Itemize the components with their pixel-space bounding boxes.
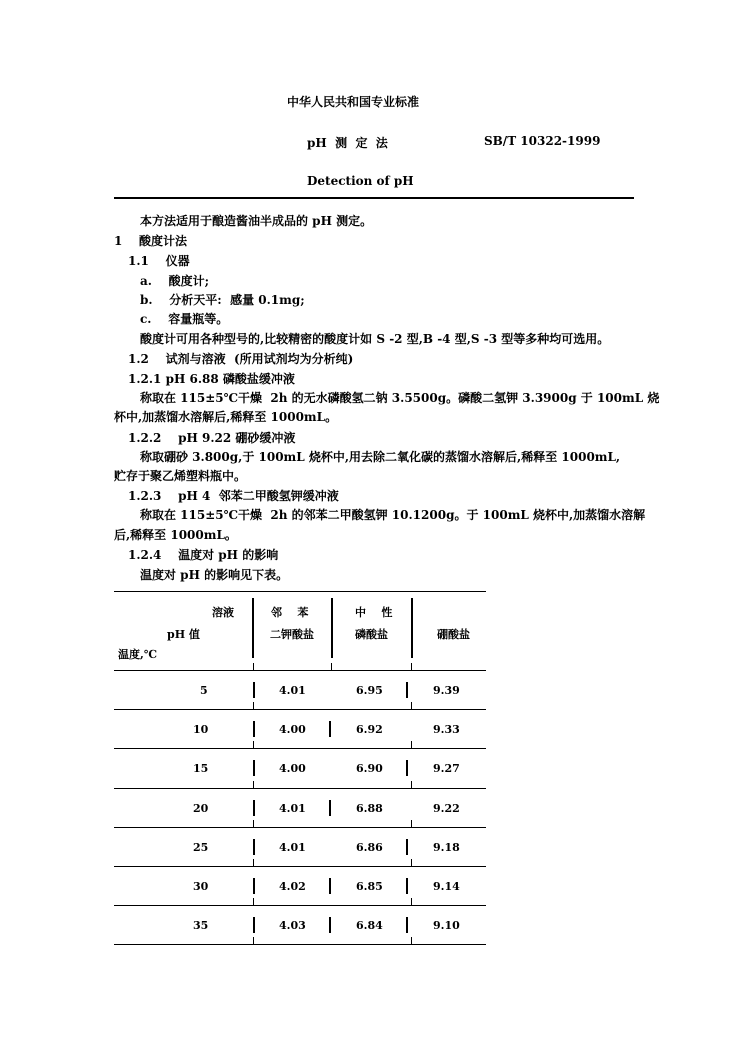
row-divider	[253, 760, 255, 776]
table-cell-value: 4.01	[279, 802, 306, 815]
section-1-2-1-text-line-1: 称取在 115±5℃干燥 2h 的无水磷酸氢二钠 3.5500g。磷酸二氢钾 3.3900g 于 100mL 烧	[140, 391, 660, 405]
table-cell-value: 9.10	[433, 919, 460, 932]
table-cell-value: 6.84	[356, 919, 383, 932]
table-cell-value: 6.95	[356, 684, 383, 697]
section-1-2-heading: 1.2 试剂与溶液 (所用试剂均为分析纯)	[128, 352, 354, 366]
header-solution-label: 溶液	[212, 606, 234, 619]
instrument-item-a: a. 酸度计;	[140, 274, 210, 288]
row-divider	[253, 839, 255, 855]
section-1-2-4-heading: 1.2.4 温度对 pH 的影响	[128, 548, 279, 562]
header-divider	[331, 598, 333, 658]
row-divider	[253, 878, 255, 894]
rule-tick	[253, 741, 254, 749]
table-cell-temp: 35	[193, 919, 209, 932]
row-divider	[329, 917, 331, 933]
rule-tick	[411, 702, 412, 710]
document-title: pH 测 定 法	[307, 136, 388, 150]
rule-tick	[411, 937, 412, 945]
header-ph-label: pH 值	[167, 628, 200, 641]
rule-tick	[411, 781, 412, 789]
row-divider	[329, 721, 331, 737]
table-cell-value: 9.18	[433, 841, 460, 854]
rule-tick	[331, 663, 332, 671]
row-divider	[329, 800, 331, 816]
table-header-rule	[114, 670, 486, 671]
instrument-note: 酸度计可用各种型号的,比较精密的酸度计如 S -2 型,B -4 型,S -3 型等多种均可选用。	[140, 332, 610, 346]
rule-tick	[253, 820, 254, 828]
table-cell-value: 4.01	[279, 684, 306, 697]
english-title: Detection of pH	[307, 174, 414, 188]
header-col3: 硼酸盐	[437, 628, 470, 641]
section-1-2-3-text-line-2: 后,稀释至 1000mL。	[114, 528, 237, 542]
rule-tick	[411, 820, 412, 828]
rule-tick	[411, 859, 412, 867]
section-1-heading: 1 酸度计法	[114, 234, 188, 248]
table-cell-value: 6.88	[356, 802, 383, 815]
header-col2-line1: 中 性	[355, 606, 393, 619]
table-cell-temp: 10	[193, 723, 209, 736]
section-1-2-2-text-line-2: 贮存于聚乙烯塑料瓶中。	[114, 469, 247, 483]
table-cell-value: 4.02	[279, 880, 306, 893]
table-cell-value: 4.03	[279, 919, 306, 932]
standard-org-title: 中华人民共和国专业标准	[287, 95, 420, 109]
rule-tick	[411, 663, 412, 671]
section-1-2-1-heading: 1.2.1 pH 6.88 磷酸盐缓冲液	[128, 372, 295, 386]
table-row-rule	[114, 709, 486, 710]
section-1-2-4-text: 温度对 pH 的影响见下表。	[140, 568, 289, 582]
row-divider	[329, 878, 331, 894]
table-cell-value: 9.39	[433, 684, 460, 697]
header-divider	[252, 598, 254, 658]
table-cell-temp: 25	[193, 841, 209, 854]
table-cell-value: 6.92	[356, 723, 383, 736]
table-cell-value: 6.86	[356, 841, 383, 854]
header-temperature-label: 温度,℃	[118, 648, 158, 661]
table-row-rule	[114, 827, 486, 828]
table-top-rule	[114, 591, 486, 592]
table-cell-value: 4.00	[279, 762, 306, 775]
header-col2-line2: 磷酸盐	[355, 628, 388, 641]
table-cell-value: 6.85	[356, 880, 383, 893]
table-cell-temp: 20	[193, 802, 209, 815]
rule-tick	[253, 781, 254, 789]
header-col1-line2: 二钾酸盐	[270, 628, 314, 641]
row-divider	[253, 721, 255, 737]
table-cell-temp: 15	[193, 762, 209, 775]
section-1-2-2-text-line-1: 称取硼砂 3.800g,于 100mL 烧杯中,用去除二氧化碳的蒸馏水溶解后,稀释至 1000mL,	[140, 450, 621, 464]
table-row-rule	[114, 866, 486, 867]
rule-tick	[411, 741, 412, 749]
intro-text: 本方法适用于酿造酱油半成品的 pH 测定。	[140, 214, 373, 228]
rule-tick	[253, 663, 254, 671]
table-row-rule	[114, 905, 486, 906]
header-rule	[114, 197, 634, 199]
table-cell-value: 4.00	[279, 723, 306, 736]
rule-tick	[253, 859, 254, 867]
table-cell-temp: 5	[200, 684, 208, 697]
table-bottom-rule	[114, 944, 486, 945]
rule-tick	[253, 702, 254, 710]
row-divider	[253, 800, 255, 816]
instrument-item-c: c. 容量瓶等。	[140, 312, 229, 326]
table-cell-value: 9.27	[433, 762, 460, 775]
table-cell-value: 9.22	[433, 802, 460, 815]
standard-code: SB/T 10322-1999	[484, 134, 601, 148]
table-cell-value: 9.14	[433, 880, 460, 893]
row-divider	[253, 682, 255, 698]
instrument-item-b: b. 分析天平: 感量 0.1mg;	[140, 293, 305, 307]
row-divider	[406, 682, 408, 698]
table-cell-temp: 30	[193, 880, 209, 893]
row-divider	[406, 917, 408, 933]
header-divider	[411, 598, 413, 658]
section-1-2-2-heading: 1.2.2 pH 9.22 硼砂缓冲液	[128, 431, 296, 445]
section-1-2-3-text-line-1: 称取在 115±5℃干燥 2h 的邻苯二甲酸氢钾 10.1200g。于 100mL 烧杯中,加蒸馏水溶解	[140, 508, 646, 522]
header-col1-line1: 邻 苯	[271, 606, 309, 619]
table-row-rule	[114, 788, 486, 789]
table-cell-value: 4.01	[279, 841, 306, 854]
section-1-1-heading: 1.1 仪器	[128, 254, 190, 268]
table-cell-value: 6.90	[356, 762, 383, 775]
row-divider	[406, 760, 408, 776]
section-1-2-1-text-line-2: 杯中,加蒸馏水溶解后,稀释至 1000mL。	[114, 410, 338, 424]
table-cell-value: 9.33	[433, 723, 460, 736]
section-1-2-3-heading: 1.2.3 pH 4 邻苯二甲酸氢钾缓冲液	[128, 489, 339, 503]
rule-tick	[411, 898, 412, 906]
row-divider	[406, 839, 408, 855]
row-divider	[406, 878, 408, 894]
table-row-rule	[114, 748, 486, 749]
rule-tick	[253, 937, 254, 945]
row-divider	[253, 917, 255, 933]
rule-tick	[253, 898, 254, 906]
